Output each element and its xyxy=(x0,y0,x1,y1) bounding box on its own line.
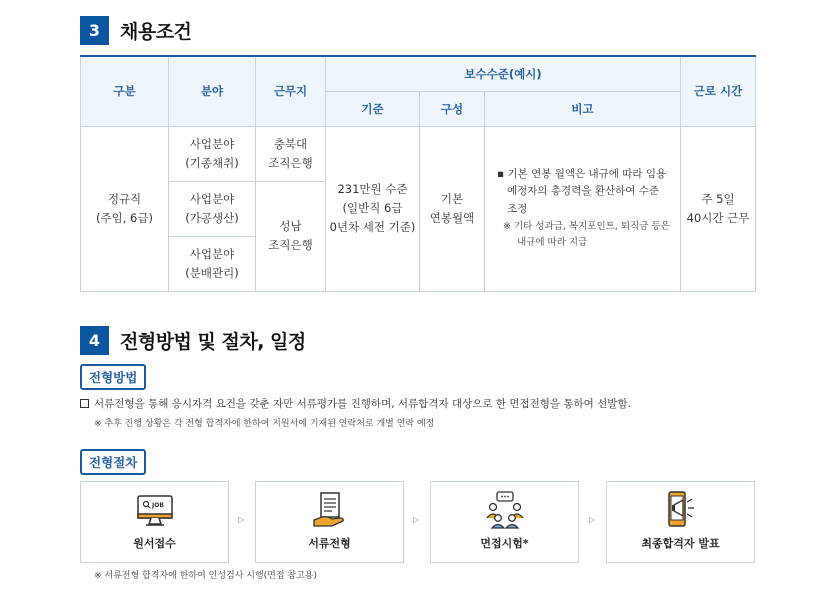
arrow-icon: ▷ xyxy=(589,515,596,524)
checkbox-bullet-icon xyxy=(80,399,89,408)
workplace-cell: 성남 조직은행 xyxy=(256,181,326,291)
svg-text:JOB: JOB xyxy=(151,502,164,509)
pay-note-main: ▪ 기본 연봉 월액은 내규에 따라 임용 예정자의 총경력을 환산하여 수준 조정 xyxy=(497,167,667,216)
section-title: 채용조건 xyxy=(120,21,192,43)
header-pay-composition: 구성 xyxy=(420,91,485,126)
megaphone-phone-icon xyxy=(661,490,701,530)
pay-basis-cell: 231만원 수준 (일반직 6급 0년차 세전 기준) xyxy=(326,126,420,291)
section-number-badge: 3 xyxy=(80,16,109,45)
arrow-icon: ▷ xyxy=(413,515,420,524)
section-number-badge: 4 xyxy=(80,326,109,355)
header-field: 분야 xyxy=(169,56,256,126)
method-text: 서류전형을 통해 응시자격 요건을 갖춘 자만 서류평가를 진행하며, 서류합격자 대상으로 한 면접전형을 통하여 선발함. xyxy=(80,396,631,411)
header-work-hours: 근로 시간 xyxy=(681,56,756,126)
step-application xyxy=(80,481,229,563)
step-label: 최종합격자 발표 xyxy=(641,537,720,550)
field-cell: 사업분야 (가공생산) xyxy=(169,181,256,236)
header-category: 구분 xyxy=(81,56,169,126)
header-pay-note: 비고 xyxy=(485,91,681,126)
field-cell: 사업분야 (분배관리) xyxy=(169,236,256,291)
step-document-screening xyxy=(255,481,404,563)
arrow-icon: ▷ xyxy=(238,515,245,524)
category-cell: 정규직 (주임, 6급) xyxy=(81,126,169,291)
interview-people-icon xyxy=(485,490,525,530)
procedure-tag: 전형절차 xyxy=(80,449,146,475)
job-monitor-icon xyxy=(135,490,175,530)
document-hand-icon xyxy=(310,490,350,530)
method-tag: 전형방법 xyxy=(80,364,146,390)
procedure-footnote: ※ 서류전형 합격자에 한하여 인성검사 시행(면접 참고용) xyxy=(94,571,317,581)
step-label: 면접시험* xyxy=(480,537,529,550)
employment-conditions-table xyxy=(80,55,756,292)
pay-note-cell xyxy=(485,126,681,291)
section-3-heading xyxy=(80,16,191,45)
step-interview xyxy=(430,481,579,563)
field-cell: 사업분야 (기종채취) xyxy=(169,126,256,181)
step-final-announcement xyxy=(606,481,755,563)
workplace-cell: 충북대 조직은행 xyxy=(256,126,326,181)
header-pay-basis: 기준 xyxy=(326,91,420,126)
header-workplace: 근무지 xyxy=(256,56,326,126)
pay-note-sub: ※ 기타 성과급, 복지포인트, 퇴직금 등은 내규에 따라 지급 xyxy=(503,221,670,249)
header-pay-level: 보수수준(예시) xyxy=(326,56,681,91)
section-title: 전형방법 및 절차, 일정 xyxy=(120,331,306,353)
step-label: 원서접수 xyxy=(133,537,176,550)
step-label: 서류전형 xyxy=(308,537,351,550)
method-note: ※ 추후 진행 상황은 각 전형 합격자에 한하여 지원서에 기재된 연락처로 개별 연락 예정 xyxy=(94,419,435,429)
section-4-heading xyxy=(80,326,306,355)
pay-composition-cell: 기본 연봉월액 xyxy=(420,126,485,291)
work-hours-cell: 주 5일 40시간 근무 xyxy=(681,126,756,291)
